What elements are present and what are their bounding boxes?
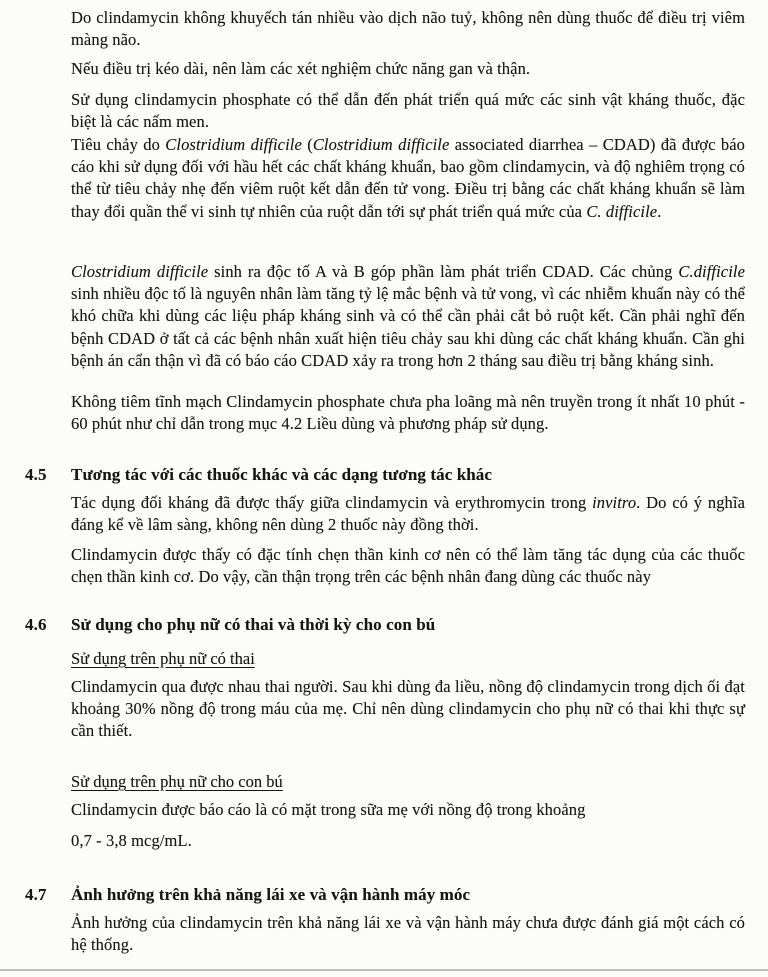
section-heading-4-6 (0, 614, 768, 636)
subheading-pregnancy: Sử dụng trên phụ nữ có thai (71, 649, 255, 668)
paragraph-neuromuscular-blocking: Clindamycin được thấy có đặc tính chẹn thần kinh cơ nên có thể làm tăng tác dụng của các thuốc chẹn thần kinh cơ. Do vậy, cần thận trọng trên các bệnh nhân đang dùng các thuốc này (71, 545, 745, 587)
section-heading-4-7 (0, 884, 768, 906)
paragraph-erythromycin-antagonism: Tác dụng đối kháng đã được thấy giữa clindamycin và erythromycin trong invitro. Do có ý nghĩa đáng kể về lâm sàng, không nên dùng 2 thuốc này đồng thời. (71, 493, 745, 535)
paragraph-meningitis-warning: Do clindamycin không khuyếch tán nhiều vào dịch não tuỷ, không nên dùng thuốc để điều trị viêm màng não. (71, 8, 745, 50)
section-heading-label: Sử dụng cho phụ nữ có thai và thời kỳ cho con bú (71, 615, 436, 634)
page-bottom-rule (0, 969, 768, 971)
paragraph-breast-milk: Clindamycin được báo cáo là có mặt trong sữa mẹ với nồng độ trong khoảng (71, 800, 586, 819)
paragraph-iv-infusion-instruction: Không tiêm tĩnh mạch Clindamycin phosphate chưa pha loãng mà nên truyền trong ít nhất 10 phút - 60 phút như chỉ dẫn trong mục 4.2 Liều dùng và phương pháp sử dụng. (71, 392, 745, 434)
paragraph-driving-machines: Ảnh hưởng của clindamycin trên khả năng lái xe và vận hành máy chưa được đánh giá một cách có hệ thống. (71, 913, 745, 955)
paragraph-cdad-report: Tiêu chảy do Clostridium difficile (Clostridium difficile associated diarrhea – CDAD) đã được báo cáo khi sử dụng đối với hầu hết các chất kháng khuẩn, bao gồm clindamycin, và độ nghiêm trọng có thể từ tiêu chảy nhẹ đến viêm ruột kết dẫn đến tử vong. Điều trị bằng các chất kháng khuẩn sẽ làm thay đổi quần thể vi sinh tự nhiên của ruột dẫn tới sự phát triển quá mức của C. difficile. (71, 135, 746, 221)
subheading-breastfeeding: Sử dụng trên phụ nữ cho con bú (71, 772, 283, 791)
section-number: 4.5 (25, 465, 47, 484)
paragraph-overgrowth-warning: Sử dụng clindamycin phosphate có thể dẫn đến phát triển quá mức các sinh vật kháng thuốc, đặc biệt là các nấm men. (71, 90, 745, 132)
section-number: 4.6 (25, 615, 47, 634)
section-heading-label: Tương tác với các thuốc khác và các dạng tương tác khác (71, 465, 493, 484)
paragraph-concentration-range: 0,7 - 3,8 mcg/mL. (71, 831, 192, 850)
paragraph-liver-kidney-tests: Nếu điều trị kéo dài, nên làm các xét nghiệm chức năng gan và thận. (71, 59, 531, 78)
paragraph-cdad-toxins: Clostridium difficile sinh ra độc tố A và B góp phần làm phát triển CDAD. Các chủng C.difficile sinh nhiều độc tố là nguyên nhân làm tăng tỷ lệ mắc bệnh và tử vong, vì các nhiễm khuẩn này có thể khó chữa khi dùng các liệu pháp kháng sinh và có thể cần phải cắt bỏ ruột kết. Cần phải nghĩ đến bệnh CDAD ở tất cả các bệnh nhân xuất hiện tiêu chảy sau khi dùng các chất kháng khuẩn. Cần ghi bệnh án cẩn thận vì đã có báo cáo CDAD xảy ra trong hơn 2 tháng sau điều trị bằng kháng sinh. (71, 262, 745, 370)
section-number: 4.7 (25, 885, 47, 904)
section-heading-4-5 (0, 464, 768, 486)
paragraph-pregnancy-use: Clindamycin qua được nhau thai người. Sau khi dùng đa liều, nồng độ clindamycin trong dịch ối đạt khoảng 30% nồng độ trong máu của mẹ. Chỉ nên dùng clindamycin cho phụ nữ có thai khi thực sự cần thiết. (71, 677, 745, 741)
section-heading-label: Ảnh hưởng trên khả năng lái xe và vận hành máy móc (71, 885, 471, 904)
